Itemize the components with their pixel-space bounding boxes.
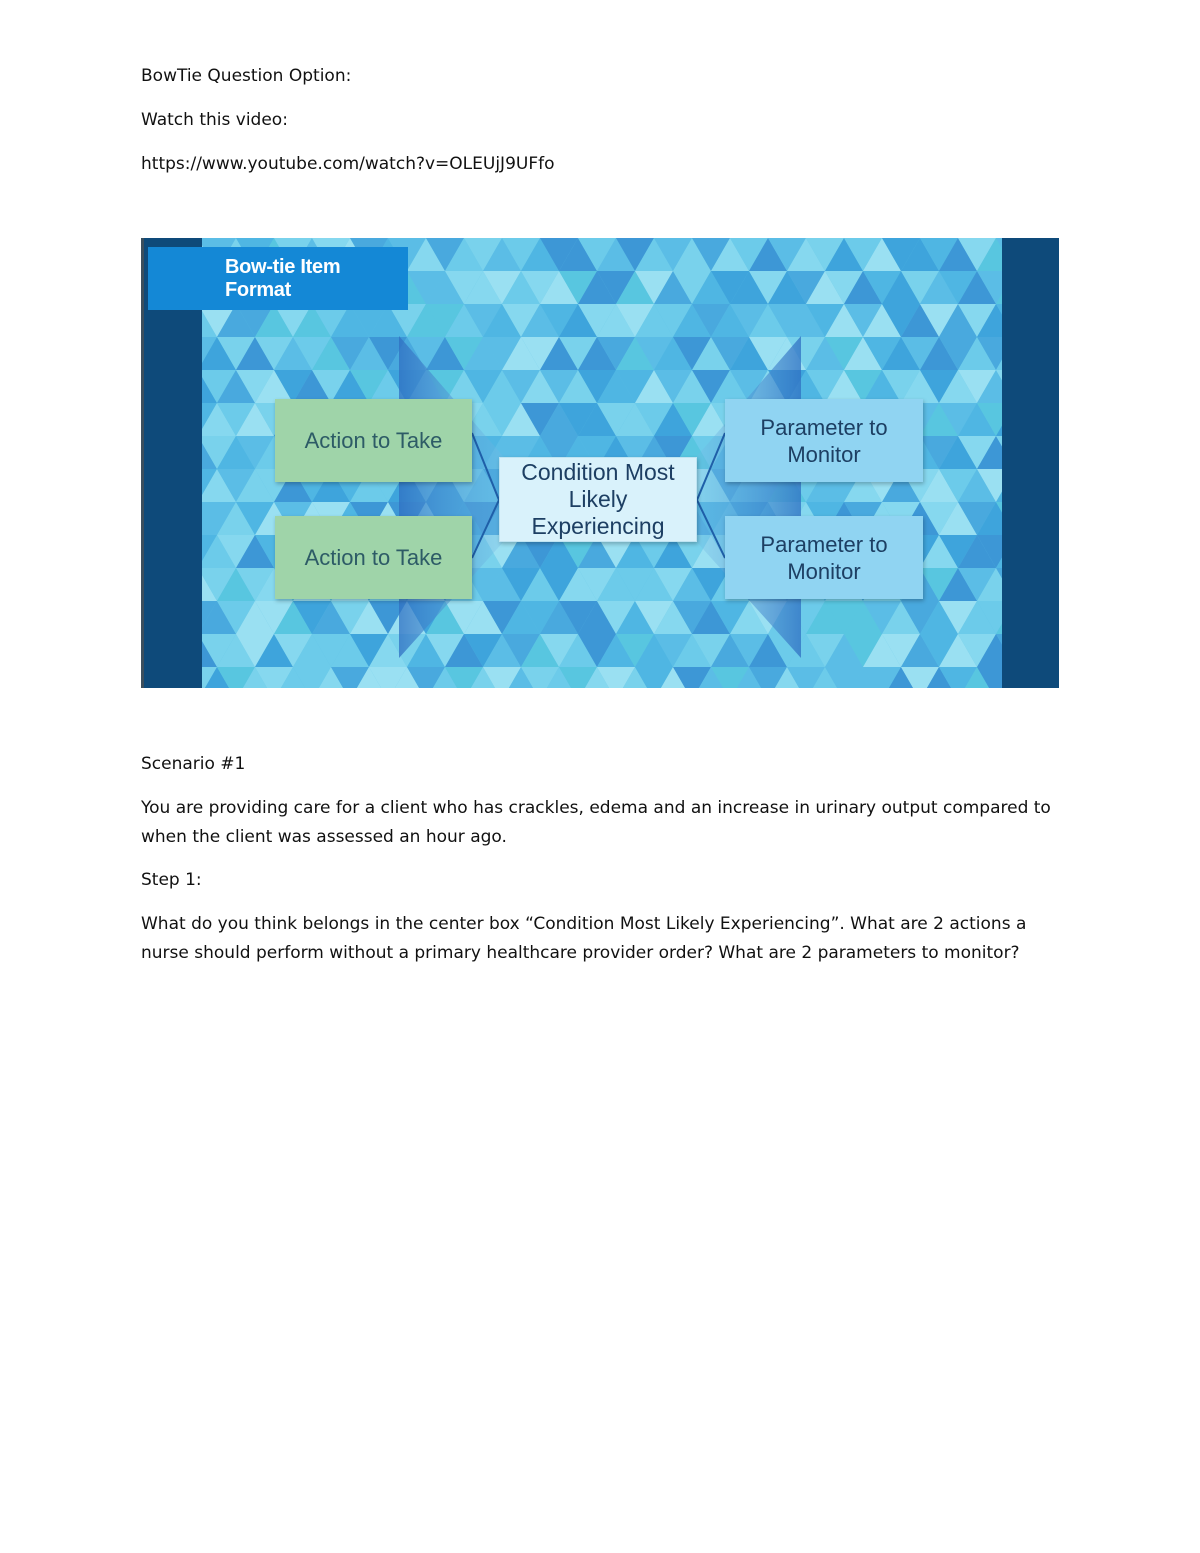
action-to-take-box-2: Action to Take [275, 516, 472, 599]
bowtie-diagram-image [141, 238, 1059, 688]
document-heading: BowTie Question Option: [141, 66, 352, 86]
action-to-take-box-1: Action to Take [275, 399, 472, 482]
scenario-title: Scenario #1 [141, 754, 246, 774]
parameter-to-monitor-box-1: Parameter to Monitor [725, 399, 923, 482]
question-text: What do you think belongs in the center box “Condition Most Likely Experiencing”. What are 2 actions a nurse should perform without a primary healthcare provider order? What are 2 parameters to monitor? [141, 914, 1027, 963]
bowtie-title: Bow-tie Item Format [148, 247, 408, 310]
parameter-to-monitor-box-2: Parameter to Monitor [725, 516, 923, 599]
condition-center-box: Condition Most Likely Experiencing [499, 457, 697, 542]
watch-video-label: Watch this video: [141, 110, 288, 130]
right-side-bar [1002, 238, 1059, 688]
scenario-text: You are providing care for a client who has crackles, edema and an increase in urinary output compared to when the client was assessed an hour ago. [141, 798, 1051, 847]
step-label: Step 1: [141, 870, 202, 890]
video-url-link[interactable]: https://www.youtube.com/watch?v=OLEUjJ9UFfo [141, 154, 555, 174]
